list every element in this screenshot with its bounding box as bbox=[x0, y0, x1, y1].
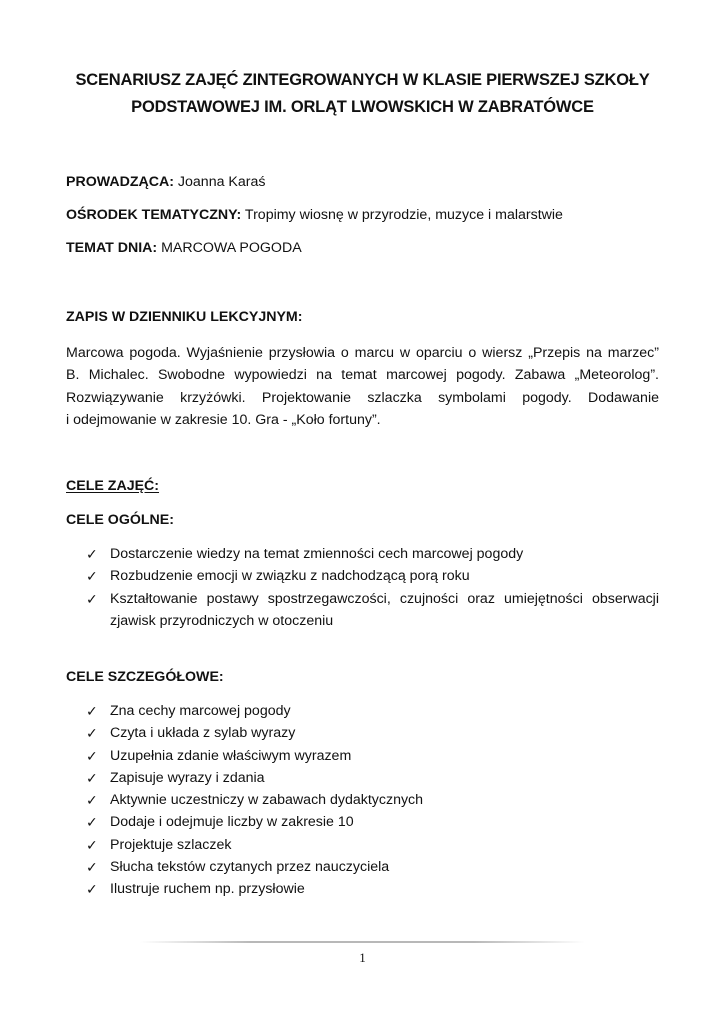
list-item bbox=[86, 722, 659, 744]
zapis-line-1: Marcowa pogoda. Wyjaśnienie przysłowia o marcu w oparciu o wiersz „Przepis na marzec” bbox=[66, 345, 659, 361]
footer-divider bbox=[140, 941, 585, 943]
checkmark-icon: ✓ bbox=[86, 747, 98, 764]
checkmark-icon: ✓ bbox=[86, 568, 98, 585]
checkmark-icon: ✓ bbox=[86, 703, 98, 719]
cele-ogolne-list bbox=[86, 543, 659, 632]
checkmark-icon: ✓ bbox=[86, 859, 98, 876]
list-item-text: Dodaje i odejmuje liczby w zakresie 10 bbox=[110, 814, 354, 831]
list-item-text: Kształtowanie postawy spostrzegawczości, czujności oraz umiejętności obserwacji zjawisk przyrodniczych w otoczeniu bbox=[110, 590, 659, 629]
checkmark-icon: ✓ bbox=[86, 725, 98, 742]
zapis-line-4: i odejmowanie w zakresie 10. Gra - „Koło fortuny”. bbox=[66, 411, 381, 428]
cele-szczegolowe-list bbox=[86, 700, 659, 901]
temat-field bbox=[66, 238, 302, 258]
prowadzaca-field bbox=[66, 172, 265, 192]
zapis-line-2: B. Michalec. Swobodne wypowiedzi na temat marcowej pogody. Zabawa „Meteorolog”. bbox=[66, 367, 659, 384]
checkmark-icon: ✓ bbox=[86, 814, 98, 831]
cele-szczegolowe-heading: CELE SZCZEGÓŁOWE: bbox=[66, 669, 224, 685]
list-item-text: Ilustruje ruchem np. przysłowie bbox=[110, 881, 305, 898]
title-line-2: PODSTAWOWEJ IM. ORLĄT LWOWSKICH W ZABRATÓWCE bbox=[131, 98, 594, 116]
list-item-text: Dostarczenie wiedzy na temat zmienności cech marcowej pogody bbox=[110, 546, 524, 562]
zapis-paragraph bbox=[66, 342, 659, 431]
checkmark-icon: ✓ bbox=[86, 792, 98, 809]
list-item bbox=[86, 700, 659, 722]
osrodek-label: OŚRODEK TEMATYCZNY: bbox=[66, 207, 242, 223]
checkmark-icon: ✓ bbox=[86, 836, 98, 853]
checkmark-icon: ✓ bbox=[86, 769, 98, 786]
zapis-line-3: Rozwiązywanie krzyżówki. Projektowanie szlaczka symbolami pogody. Dodawanie bbox=[66, 389, 659, 406]
cele-ogolne-heading: CELE OGÓLNE: bbox=[66, 512, 174, 528]
title-line-1: SCENARIUSZ ZAJĘĆ ZINTEGROWANYCH W KLASIE PIERWSZEJ SZKOŁY bbox=[75, 71, 650, 89]
cele-heading-text: CELE ZAJĘĆ: bbox=[66, 478, 160, 494]
list-item bbox=[86, 834, 659, 856]
list-item bbox=[86, 789, 659, 811]
list-item-text: Zna cechy marcowej pogody bbox=[110, 703, 291, 719]
list-item-text: Zapisuje wyrazy i zdania bbox=[110, 769, 265, 786]
osrodek-value: Tropimy wiosnę w przyrodzie, muzyce i malarstwie bbox=[241, 207, 563, 223]
prowadzaca-label: PROWADZĄCA: bbox=[66, 174, 174, 190]
list-item-text: Czyta i układa z sylab wyrazy bbox=[110, 725, 296, 742]
list-item bbox=[86, 767, 659, 789]
osrodek-field bbox=[66, 205, 563, 225]
list-item bbox=[86, 745, 659, 767]
list-item bbox=[86, 588, 659, 633]
list-item bbox=[86, 878, 659, 900]
page-number: 1 bbox=[359, 950, 366, 965]
cele-heading bbox=[66, 476, 159, 496]
document-title bbox=[66, 67, 659, 121]
temat-value: MARCOWA POGODA bbox=[157, 240, 302, 256]
list-item-text: Projektuje szlaczek bbox=[110, 836, 232, 853]
list-item bbox=[86, 856, 659, 878]
list-item-text: Aktywnie uczestniczy w zabawach dydaktycznych bbox=[110, 792, 424, 809]
list-item bbox=[86, 565, 659, 587]
list-item bbox=[86, 543, 659, 565]
list-item bbox=[86, 811, 659, 833]
checkmark-icon: ✓ bbox=[86, 590, 98, 607]
checkmark-icon: ✓ bbox=[86, 546, 98, 562]
list-item-text: Uzupełnia zdanie właściwym wyrazem bbox=[110, 747, 352, 764]
zapis-heading: ZAPIS W DZIENNIKU LEKCYJNYM: bbox=[66, 309, 303, 325]
temat-label: TEMAT DNIA: bbox=[66, 240, 158, 256]
prowadzaca-value: Joanna Karaś bbox=[173, 174, 266, 190]
list-item-text: Rozbudzenie emocji w związku z nadchodzącą porą roku bbox=[110, 568, 470, 585]
checkmark-icon: ✓ bbox=[86, 881, 98, 898]
list-item-text: Słucha tekstów czytanych przez nauczyciela bbox=[110, 859, 390, 876]
